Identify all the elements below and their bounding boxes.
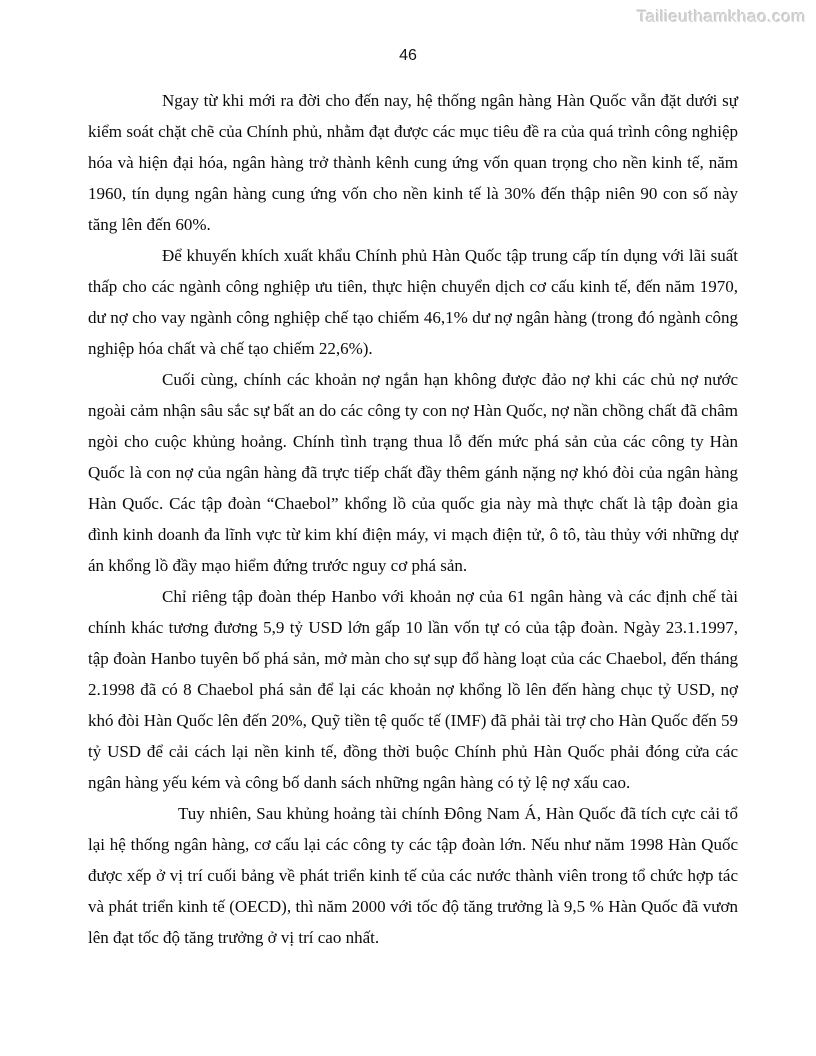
document-body [88,85,738,953]
paragraph: Chỉ riêng tập đoàn thép Hanbo với khoản nợ của 61 ngân hàng và các định chế tài chính khác tương đương 5,9 tỷ USD lớn gấp 10 lần vốn tự có của tập đoàn. Ngày 23.1.1997, tập đoàn Hanbo tuyên bố phá sản, mở màn cho sự sụp đổ hàng loạt của các Chaebol, đến tháng 2.1998 đã có 8 Chaebol phá sản để lại các khoản nợ khổng lồ lên đến hàng chục tỷ USD, nợ khó đòi Hàn Quốc lên đến 20%, Quỹ tiền tệ quốc tế (IMF) đã phải tài trợ cho Hàn Quốc đến 59 tỷ USD để cải cách lại nền kinh tế, đồng thời buộc Chính phủ Hàn Quốc phải đóng cửa các ngân hàng yếu kém và công bố danh sách những ngân hàng có tỷ lệ nợ xấu cao. [88,587,738,792]
page-number: 46 [399,47,417,64]
paragraph: Để khuyến khích xuất khẩu Chính phủ Hàn Quốc tập trung cấp tín dụng với lãi suất thấp cho các ngành công nghiệp ưu tiên, thực hiện chuyển dịch cơ cấu kinh tế, đến năm 1970, dư nợ cho vay ngành công nghiệp chế tạo chiếm 46,1% dư nợ ngân hàng (trong đó ngành công nghiệp hóa chất và chế tạo chiếm 22,6%). [88,246,738,358]
paragraph: Cuối cùng, chính các khoản nợ ngắn hạn không được đảo nợ khi các chủ nợ nước ngoài cảm nhận sâu sắc sự bất an do các công ty con nợ Hàn Quốc, nợ nần chồng chất đã châm ngòi cho cuộc khủng hoảng. Chính tình trạng thua lỗ đến mức phá sản của các công ty Hàn Quốc là con nợ của ngân hàng đã trực tiếp chất đầy thêm gánh nặng nợ khó đòi của ngân hàng Hàn Quốc. Các tập đoàn “Chaebol” khổng lồ của quốc gia này mà thực chất là tập đoàn gia đình kinh doanh đa lĩnh vực từ kim khí điện máy, vi mạch điện tử, ô tô, tàu thủy với những dự án khổng lồ đầy mạo hiểm đứng trước nguy cơ phá sản. [88,370,738,575]
paragraph: Ngay từ khi mới ra đời cho đến nay, hệ thống ngân hàng Hàn Quốc vẫn đặt dưới sự kiểm soát chặt chẽ của Chính phủ, nhằm đạt được các mục tiêu đề ra của quá trình công nghiệp hóa và hiện đại hóa, ngân hàng trở thành kênh cung ứng vốn quan trọng cho nền kinh tế, năm 1960, tín dụng ngân hàng cung ứng vốn cho nền kinh tế là 30% đến thập niên 90 con số này tăng lên đến 60%. [88,91,738,234]
paragraph: Tuy nhiên, Sau khủng hoảng tài chính Đông Nam Á, Hàn Quốc đã tích cực cải tổ lại hệ thống ngân hàng, cơ cấu lại các công ty các tập đoàn lớn. Nếu như năm 1998 Hàn Quốc được xếp ở vị trí cuối bảng về phát triển kinh tế của các nước thành viên trong tổ chức hợp tác và phát triển kinh tế (OECD), thì năm 2000 với tốc độ tăng trưởng là 9,5 % Hàn Quốc đã vươn lên đạt tốc độ tăng trưởng ở vị trí cao nhất. [88,804,738,947]
watermark: Tailieuthamkhao.com [636,7,806,26]
